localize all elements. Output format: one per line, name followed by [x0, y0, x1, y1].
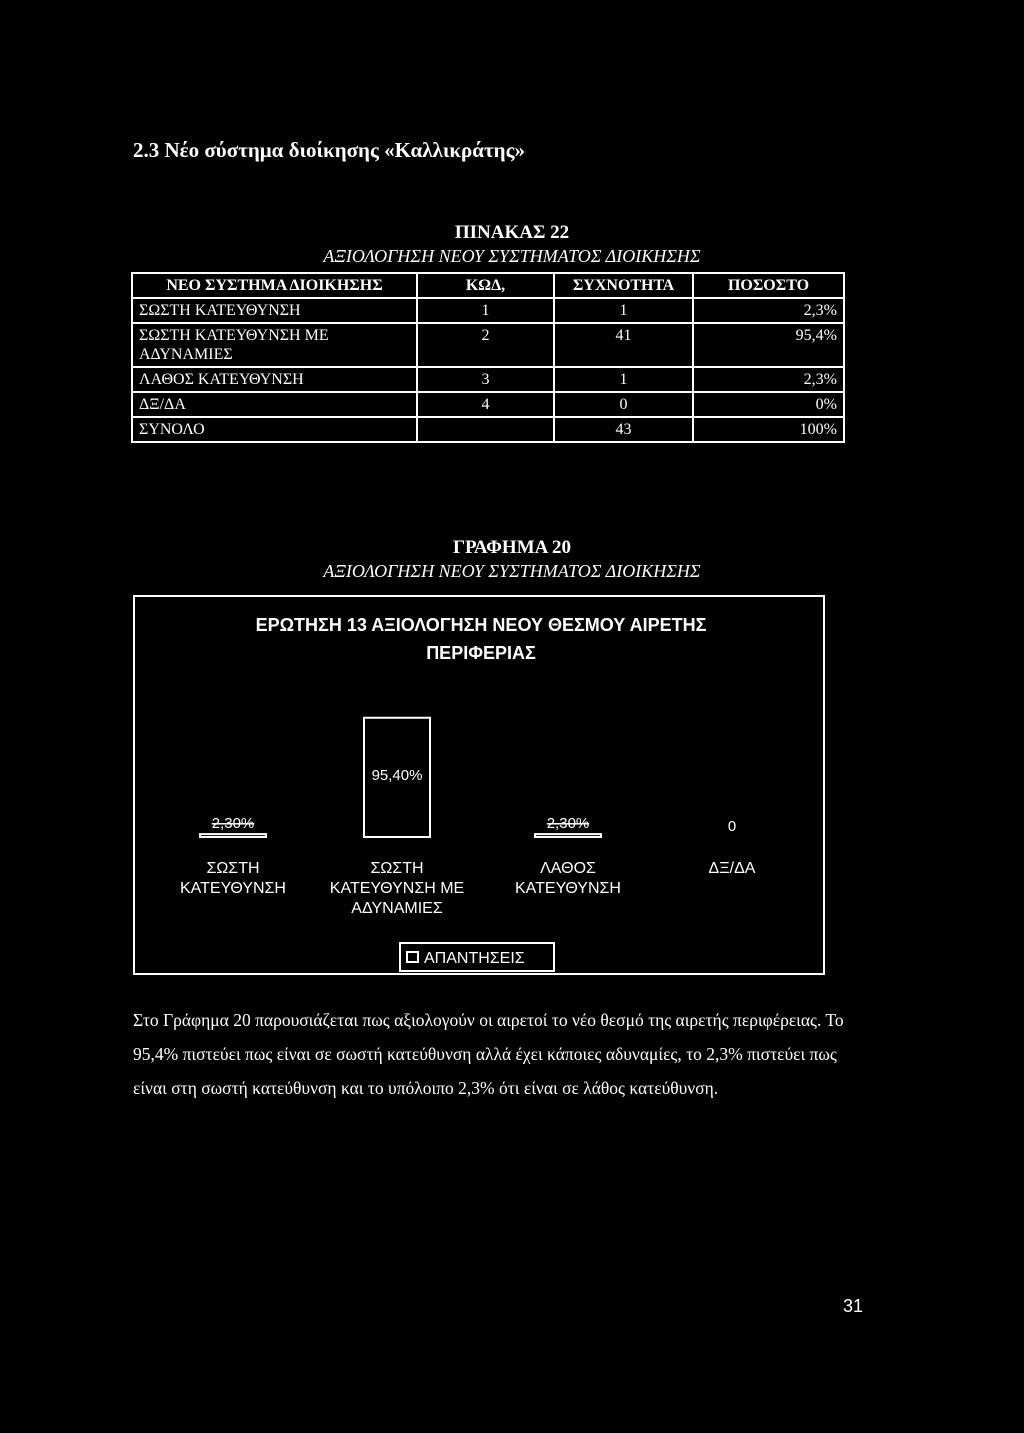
description-paragraph: Στο Γράφημα 20 παρουσιάζεται πως αξιολογούν οι αιρετοί το νέο θεσμό της αιρετής περιφέρειας. Το 95,4% πιστεύει πως είναι σε σωστή κατεύθυνση αλλά έχει κάποιες αδυναμίες, το 2,3% πιστεύει πως είναι στη σωστή κατεύθυνση και το υπόλοιπο 2,3% ότι είναι σε λάθος κατεύθυνση. [133, 1010, 844, 1098]
table-cell: 43 [554, 417, 693, 442]
table-cell: 100% [693, 417, 844, 442]
chart-caption-subtitle: ΑΞΙΟΛΟΓΗΣΗ ΝΕΟΥ ΣΥΣΤΗΜΑΤΟΣ ΔΙΟΙΚΗΣΗΣ [323, 561, 701, 581]
table-cell: ΣΩΣΤΗ ΚΑΤΕΥΘΥΝΣΗ [132, 298, 417, 323]
page-number: 31 [843, 1296, 864, 1316]
category-label: ΣΩΣΤΗ [370, 860, 424, 877]
table-header-cell: ΚΩΔ, [417, 273, 554, 298]
bar [535, 834, 601, 837]
table-header-row [132, 273, 844, 298]
table-header-cell: ΝΕΟ ΣΥΣΤΗΜΑ ΔΙΟΙΚΗΣΗΣ [132, 273, 417, 298]
table-cell: 2,3% [693, 367, 844, 392]
table-cell: 2,3% [693, 298, 844, 323]
table-row [132, 392, 844, 417]
category-label: ΚΑΤΕΥΘΥΝΣΗ [180, 880, 286, 897]
category-label: ΔΞ/ΔΑ [708, 860, 756, 877]
table-row-total [132, 417, 844, 442]
category-label: ΚΑΤΕΥΘΥΝΣΗ ΜΕ [329, 880, 465, 897]
table-cell: ΣΥΝΟΛΟ [132, 417, 417, 442]
table-cell: 1 [554, 298, 693, 323]
table-cell: 2 [417, 323, 554, 367]
table-row [132, 298, 844, 323]
chart-frame [133, 595, 825, 975]
table-cell: ΣΩΣΤΗ ΚΑΤΕΥΘΥΝΣΗ ΜΕ ΑΔΥΝΑΜΙΕΣ [132, 323, 417, 367]
table-cell: 41 [554, 323, 693, 367]
table-cell: 0 [554, 392, 693, 417]
chart-title-line: ΕΡΩΤΗΣΗ 13 ΑΞΙΟΛΟΓΗΣΗ ΝΕΟΥ ΘΕΣΜΟΥ ΑΙΡΕΤΗΣ [255, 615, 707, 635]
table-header-cell: ΣΥΧΝΟΤΗΤΑ [554, 273, 693, 298]
legend-label: ΑΠΑΝΤΗΣΕΙΣ [424, 950, 525, 967]
table-cell: 1 [554, 367, 693, 392]
chart-caption-title: ΓΡΑΦΗΜΑ 20 [452, 537, 572, 558]
table-title: ΠΙΝΑΚΑΣ 22 [454, 222, 570, 243]
table-cell: 3 [417, 367, 554, 392]
data-label: 2,30% [546, 815, 590, 833]
category-label: ΛΑΘΟΣ [540, 860, 596, 877]
table-cell: ΛΑΘΟΣ ΚΑΤΕΥΘΥΝΣΗ [132, 367, 417, 392]
table-cell: 0% [693, 392, 844, 417]
category-label: ΚΑΤΕΥΘΥΝΣΗ [515, 880, 621, 897]
table-header-cell: ΠΟΣΟΣΤΟ [693, 273, 844, 298]
table-row [132, 367, 844, 392]
category-label: ΣΩΣΤΗ [206, 860, 260, 877]
data-label: 2,30% [211, 815, 255, 833]
data-label: 0 [727, 818, 737, 835]
chart-title-line: ΠΕΡΙΦΕΡΙΑΣ [426, 643, 536, 663]
data-label: 95,40% [371, 767, 423, 784]
section-heading: 2.3 Νέο σύστημα διοίκησης «Καλλικράτης» [133, 138, 525, 162]
table-cell: 95,4% [693, 323, 844, 367]
bar [200, 834, 266, 837]
evaluation-table [131, 272, 845, 443]
table-subtitle: ΑΞΙΟΛΟΓΗΣΗ ΝΕΟΥ ΣΥΣΤΗΜΑΤΟΣ ΔΙΟΙΚΗΣΗΣ [323, 246, 701, 266]
table-cell: ΔΞ/ΔΑ [132, 392, 417, 417]
table-cell: 1 [417, 298, 554, 323]
bar-chart [135, 597, 827, 977]
table-cell: 4 [417, 392, 554, 417]
category-label: ΑΔΥΝΑΜΙΕΣ [351, 900, 443, 917]
table-cell [417, 417, 554, 442]
table-row [132, 323, 844, 367]
legend-swatch [407, 952, 418, 962]
